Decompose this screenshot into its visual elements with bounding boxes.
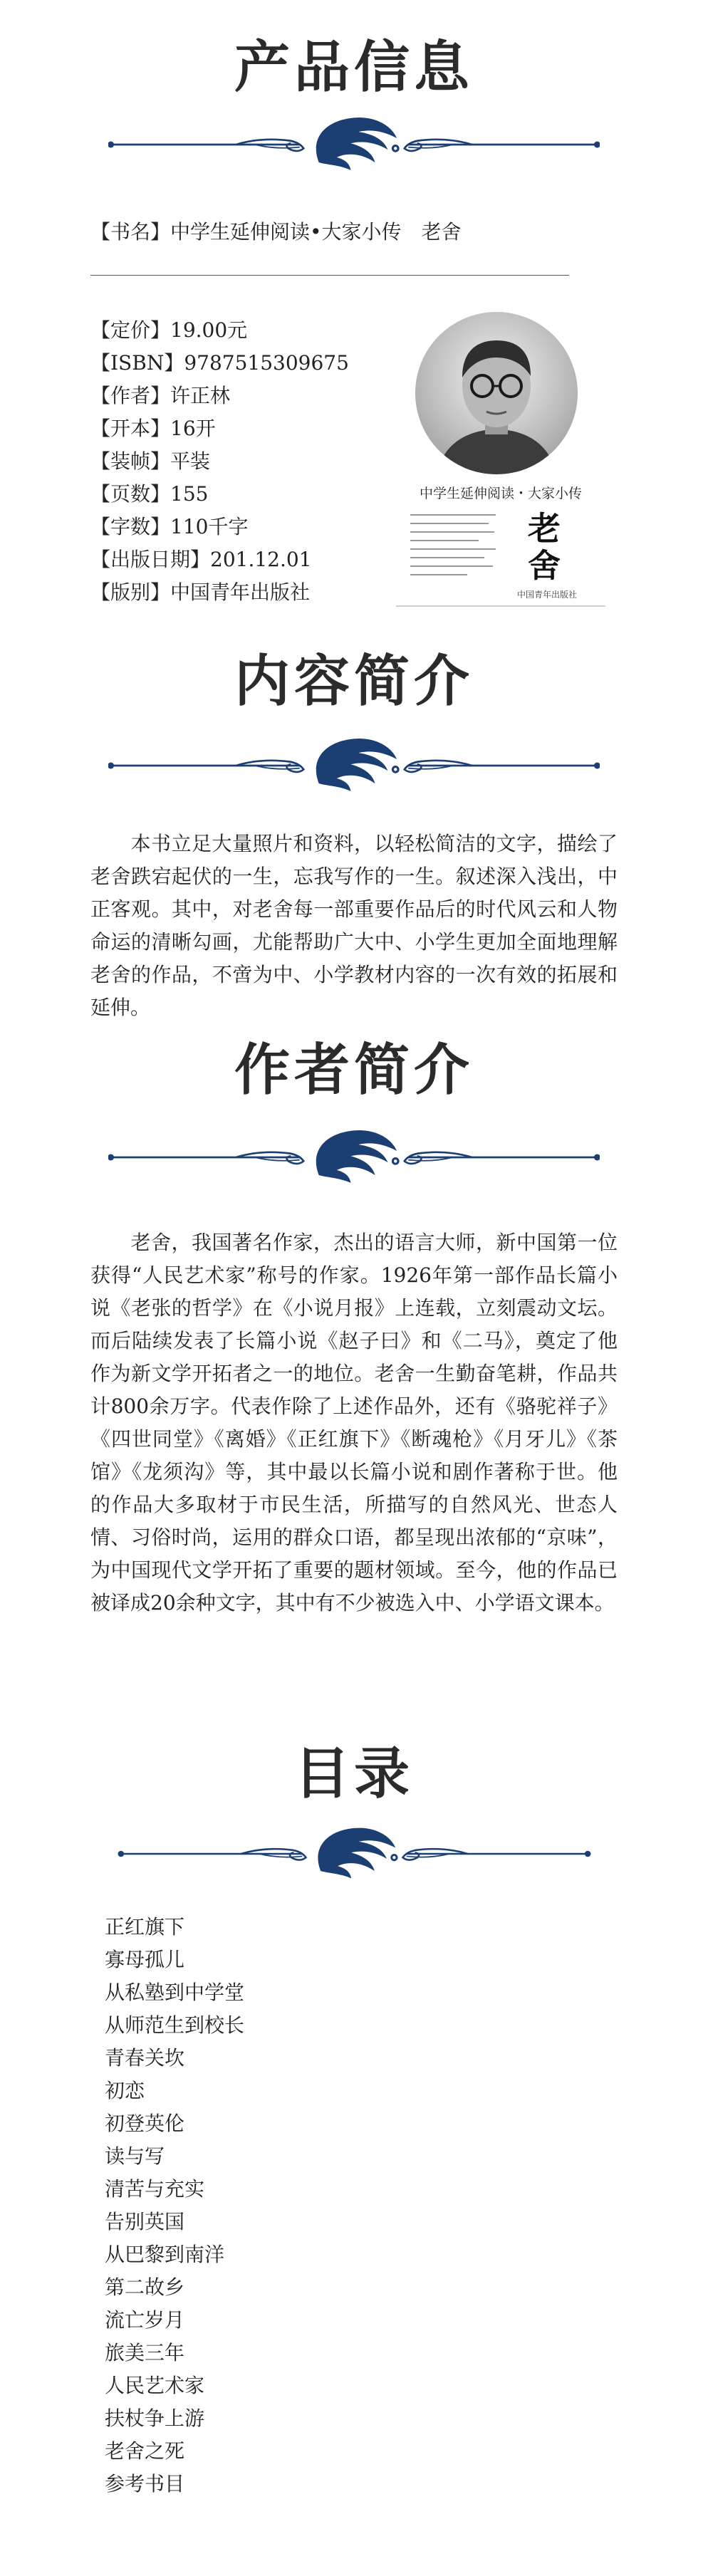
field-wordcount	[90, 517, 248, 537]
toc-item[interactable]: 读与写	[105, 2144, 165, 2168]
toc-item[interactable]: 从巴黎到南洋	[105, 2243, 225, 2266]
title-ornament	[108, 113, 600, 177]
toc-item[interactable]: 清苦与充实	[105, 2177, 205, 2201]
toc-item[interactable]: 第二故乡	[105, 2275, 185, 2299]
field-value: 许正林	[170, 384, 231, 407]
field-value: 9787515309675	[184, 351, 349, 375]
toc-item[interactable]: 青春关坎	[105, 2046, 185, 2070]
toc-item[interactable]: 从师范生到校长	[105, 2013, 245, 2037]
toc-item[interactable]: 人民艺术家	[105, 2374, 205, 2397]
toc-item[interactable]: 扶杖争上游	[105, 2406, 205, 2430]
author-text: 老舍，我国著名作家，杰出的语言大师，新中国第一位获得“人民艺术家”称号的作家。1926年第一部作品长篇小说《老张的哲学》在《小说月报》上连载，立刻震动文坛。而后陆续发表了长篇小说《赵子曰》和《二马》，奠定了他作为新文学开拓者之一的地位。老舍一生勤奋笔耕，作品共计800余万字。代表作除了上述作品外，还有《骆驼祥子》《四世同堂》《离婚》《正红旗下》《断魂枪》《月牙儿》《茶馆》《龙须沟》等，其中最以长篇小说和剧作著称于世。他的作品大多取材于市民生活，所描写的自然风光、世态人情、习俗时尚，运用的群众口语，都呈现出浓郁的“京味”，为中国现代文学开拓了重要的题材领域。至今，他的作品已被译成20余种文字，其中有不少被选入中、小学语文课本。	[90, 1231, 618, 1615]
field-label: 【页数】	[90, 482, 171, 506]
field-publisher	[90, 580, 311, 604]
field-label: 【ISBN】	[90, 351, 184, 375]
book-title-label: 【书名】	[90, 220, 171, 244]
field-value: 16开	[170, 417, 216, 440]
title-ornament	[118, 1823, 591, 1884]
field-isbn	[90, 353, 349, 373]
section-title-author: 作者简介	[234, 1038, 474, 1102]
field-label: 【字数】	[90, 515, 171, 538]
section-title-summary: 内容简介	[234, 649, 474, 714]
field-label: 【版别】	[90, 580, 171, 604]
summary-paragraph	[90, 828, 618, 1024]
toc-item[interactable]: 初恋	[105, 2079, 145, 2102]
field-price	[90, 320, 247, 340]
book-cover-image	[396, 306, 605, 610]
field-value: 201.12.01	[210, 548, 312, 571]
field-pubdate	[90, 550, 312, 570]
cover-series-title: 中学生延伸阅读・大家小传	[419, 486, 582, 501]
toc-item[interactable]: 初登英伦	[105, 2112, 185, 2135]
toc-item[interactable]: 旅美三年	[105, 2341, 185, 2364]
section-title-toc: 目录	[293, 1741, 414, 1806]
field-label: 【作者】	[90, 384, 171, 407]
section-title-product-info: 产品信息	[234, 35, 474, 100]
toc-item[interactable]: 正红旗下	[105, 1915, 185, 1939]
cover-bottom-line	[396, 605, 605, 607]
title-ornament	[108, 1125, 600, 1189]
toc-item[interactable]: 寡母孤儿	[105, 1948, 185, 1971]
divider	[90, 275, 569, 276]
title-ornament	[108, 734, 600, 798]
field-binding	[90, 449, 211, 473]
field-pages	[90, 484, 208, 504]
cover-publisher: 中国青年出版社	[517, 590, 578, 600]
field-value: 110千字	[170, 515, 249, 538]
summary-text: 本书立足大量照片和资料，以轻松简洁的文字，描绘了老舍跌宕起伏的一生，忘我写作的一生。叙述深入浅出，中正客观。其中，对老舍每一部重要作品后的时代风云和人物命运的清晰勾画，尤能帮助广大中、小学生更加全面地理解老舍的作品，不啻为中、小学教材内容的一次有效的拓展和延伸。	[90, 832, 618, 1019]
toc-item[interactable]: 老舍之死	[105, 2439, 185, 2463]
book-title-line	[90, 222, 462, 242]
field-value: 155	[170, 482, 209, 506]
toc-item[interactable]: 告别英国	[105, 2210, 185, 2233]
field-value: 中国青年出版社	[170, 580, 311, 604]
field-value: 19.00元	[170, 318, 248, 342]
field-label: 【定价】	[90, 318, 171, 342]
field-label: 【装帧】	[90, 449, 171, 473]
author-portrait	[415, 312, 578, 474]
field-format	[90, 419, 216, 439]
field-author	[90, 386, 230, 406]
field-value: 平装	[170, 449, 211, 473]
field-label: 【开本】	[90, 417, 171, 440]
field-label: 【出版日期】	[90, 548, 211, 571]
toc-item[interactable]: 流亡岁月	[105, 2308, 185, 2332]
cover-author-name: 老舍	[528, 509, 561, 585]
author-paragraph	[90, 1226, 618, 1620]
toc-item[interactable]: 从私塾到中学堂	[105, 1981, 245, 2004]
book-title-value: 中学生延伸阅读•大家小传 老舍	[170, 220, 462, 244]
toc-item[interactable]: 参考书目	[105, 2472, 185, 2496]
